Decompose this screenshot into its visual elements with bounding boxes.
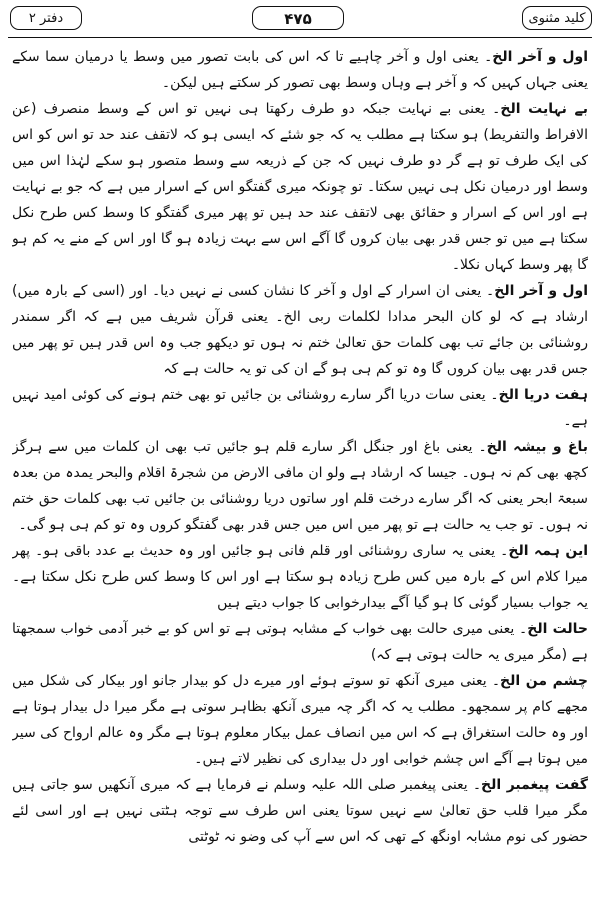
paragraph	[12, 434, 588, 538]
paragraph-text: ۔ یعنی میری حالت بھی خواب کے مشابہ ہوتی ہے تو اس کو بے خبر آدمی خواب سمجھتا ہے (مگر میری یہ حالت ہوتی ہے کہ)	[12, 621, 588, 663]
paragraph	[12, 44, 588, 96]
paragraph-lead: گفت پیغمبر الخ	[481, 777, 588, 793]
paragraph	[12, 668, 588, 772]
page-number: ۴۷۵	[252, 6, 344, 30]
paragraph-text: ۔ یعنی بے نہایت جبکہ دو طرف رکھتا ہی نہیں تو اس کے وسط منصرف (عن الافراط والتفریط) ہو سکتا ہے مطلب یہ کہ جو شئے کہ ایسی ہو کہ لاتقف عند حد تو اس کو اس کی ایک طرف تو ہے گر دو طرف نہیں کہ جن کے ذریعہ سے وسط متصور ہو سکے لہٰذا اس میں وسط اور درمیان نکل ہی نہیں سکتا۔ تو چونکہ میری گفتگو اس کے اسرار میں ہے کہ جو بے نہایت ہے اور اس کے اسرار و حقائق بھی لاتقف عند حد ہیں تو پھر میری گفتگو کا وسط کس طرح نکل سکتا ہے میں تو جس قدر بھی بیان کروں گا آگے اس سے بہت زیادہ ہو گا اور اس کے منے یہ کم ہو گا پھر وسط کہاں نکلا۔	[12, 101, 588, 273]
paragraph	[12, 616, 588, 668]
paragraph-lead: این ہمہ الخ	[508, 543, 588, 559]
paragraph-text: ۔ یعنی اول و آخر چاہیے تا کہ اس کی بابت تصور میں وسط یا درمیان سما سکے یعنی جہاں کہیں کہ و آخر ہے وہاں وسط بھی تصور کر سکتے ہیں لیکن۔	[12, 49, 588, 91]
paragraph	[12, 772, 588, 850]
page-header	[0, 0, 600, 40]
paragraph	[12, 278, 588, 382]
paragraph-text: ۔ یعنی ان اسرار کے اول و آخر کا نشان کسی نے نہیں دیا۔ اور (اسی کے بارہ میں) ارشاد ہے کہ لو کان البحر مدادا لکلمات ربی الخ۔ یعنی قرآن شریف میں ہے کہ اگر سمندر روشنائی بن جائے تب بھی کلمات حق تعالیٰ ختم نہ ہوں تو دیکھو جب وہ اس قدر ہیں تو پھر میں جس قدر بھی بیان کروں گا وہ تو کم ہی ہو گے ان کی تو یہ حالت ہے کہ	[12, 283, 588, 377]
paragraph	[12, 382, 588, 434]
paragraph-lead: اول و آخر الخ	[492, 49, 588, 65]
paragraph-lead: چشم من الخ	[500, 673, 588, 689]
page-body	[12, 44, 588, 895]
paragraph-lead: حالت الخ	[527, 621, 588, 637]
paragraph-lead: اول و آخر الخ	[494, 283, 588, 299]
paragraph-lead: باغ و بیشہ الخ	[486, 439, 588, 455]
paragraph-text: ۔ یعنی باغ اور جنگل اگر سارے قلم ہو جائیں تب بھی ان کلمات میں سے ہرگز کچھ بھی کم نہ ہوں۔ جیسا کہ ارشاد ہے ولو ان مافی الارض من شجرۃ اقلام والبحر یمدہ من بعدہ سبعۃ ابحر یعنی کہ اگر سارے درخت قلم اور ساتوں دریا روشنائی بن جائیں تب بھی کلمات حق ختم نہ ہوں۔ تو جب یہ حالت ہے تو پھر میں اس میں جس قدر بھی گفتگو کروں وہ تو کم ہی ہو گی۔	[12, 439, 588, 533]
paragraph-text: ۔ یعنی سات دریا اگر سارے روشنائی بن جائیں تو بھی ختم ہونے کی کوئی امید نہیں ہے۔	[12, 387, 588, 429]
paragraph-lead: بے نہایت الخ	[500, 101, 588, 117]
paragraph	[12, 96, 588, 278]
header-rule	[8, 37, 592, 38]
paragraph-text: ۔ یعنی پیغمبر صلی اللہ علیہ وسلم نے فرمایا ہے کہ میری آنکھیں سو جاتی ہیں مگر میرا قلب حق تعالیٰ سے نہیں سوتا یعنی اس طرف سے توجہ ہٹتی نہیں ہے اور اسی لئے حضور کی نوم مشابہ اونگھ کے تھی کہ اس سے آپ کی وضو نہ ٹوٹتی	[12, 777, 588, 845]
volume-label: دفتر ۲	[10, 6, 82, 30]
paragraph-text: ۔ یعنی میری آنکھ تو سوتے ہوئے اور میرے دل کو بیدار جانو اور بیکار کی شکل میں مجھے کام پر سمجھو۔ مطلب یہ کہ اگر چہ میری آنکھ بظاہر سوتی ہے مگر میرا دل بیدار ہوتا ہے اور وہ حالت استغراق ہے کہ اس میں انصاف عمل بیکار معلوم ہوتا ہے مگر وہ عالم ارواح کی سیر میں ہوتا ہے آگے اس چشم خوابی اور دل بیداری کی نظیر لاتے ہیں۔	[12, 673, 588, 767]
paragraph-text: ۔ یعنی یہ ساری روشنائی اور قلم فانی ہو جائیں اور وہ حدیث بے عدد باقی ہو۔ پھر میرا کلام اس کے بارہ میں کس طرح زیادہ ہو سکتا ہے اور اس کا وسط کس طرح نکل سکتا ہے۔ یہ جواب بسیار گوئی کا ہو گیا آگے بیدارخوابی کا جواب دیتے ہیں	[12, 543, 588, 611]
book-title: کلید مثنوی	[522, 6, 592, 30]
paragraph-lead: ہفت دریا الخ	[498, 387, 588, 403]
paragraph	[12, 538, 588, 616]
